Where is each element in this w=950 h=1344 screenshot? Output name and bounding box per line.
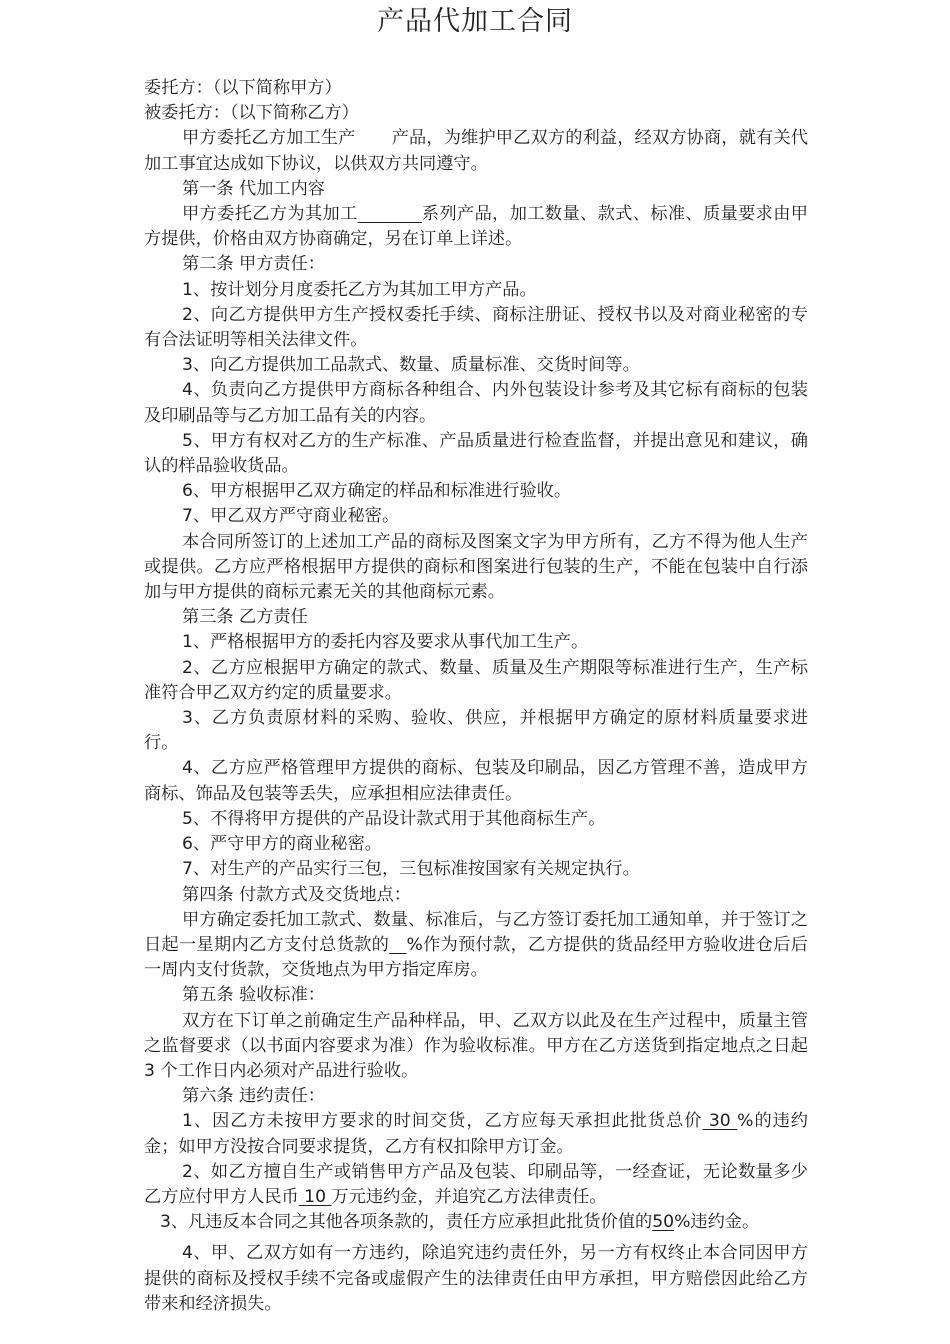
article-4-body: 甲方确定委托加工款式、数量、标准后，与乙方签订委托加工通知单，并于签订之日起一星期内乙方支付总货款的 %作为预付款，乙方提供的货品经甲方验收进仓后后一周内支付货款，交货地点为甲方指定库房。 bbox=[144, 909, 808, 981]
article-2-note: 本合同所签订的上述加工产品的商标及图案文字为甲方所有，乙方不得为他人生产或提供。乙方应严格根据甲方提供的商标和图案进行包装的生产，不能在包装中自行添加与甲方提供的商标元素无关的其他商标元素。 bbox=[144, 531, 808, 603]
document-title: 产品代加工合同 bbox=[377, 6, 573, 37]
penalty-amount-value: 10 bbox=[298, 1186, 332, 1207]
article-3-item: 1、严格根据甲方的委托内容及要求从事代加工生产。 bbox=[182, 632, 589, 653]
article-4-heading: 第四条 付款方式及交货地点： bbox=[182, 884, 411, 905]
party-b-line: 被委托方：（以下简称乙方） bbox=[144, 103, 359, 124]
article-6-heading: 第六条 违约责任： bbox=[182, 1086, 325, 1107]
article-3-item: 2、乙方应根据甲方确定的款式、数量、质量及生产期限等标准进行生产，生产标准符合甲乙双方约定的质量要求。 bbox=[144, 657, 808, 703]
article-2-heading: 第二条 甲方责任： bbox=[182, 254, 325, 275]
article-5-heading: 第五条 验收标准： bbox=[182, 985, 325, 1006]
article-2-item: 5、甲方有权对乙方的生产标准、产品质量进行检查监督，并提出意见和建议，确认的样品验收货品。 bbox=[144, 430, 808, 477]
article-3-item: 4、乙方应严格管理甲方提供的商标、包装及印刷品，因乙方管理不善，造成甲方商标、饰品及包装等丢失，应承担相应法律责任。 bbox=[144, 758, 808, 804]
intro-paragraph: 甲方委托乙方加工生产 产品，为维护甲乙双方的利益，经双方协商，就有关代加工事宜达成如下协议，以供双方共同遵守。 bbox=[144, 128, 808, 174]
article-3-item: 3、乙方负责原材料的采购、验收、供应，并根据甲方确定的原材料质量要求进行。 bbox=[144, 708, 808, 754]
article-3-item: 5、不得将甲方提供的产品设计款式用于其他商标生产。 bbox=[182, 808, 606, 829]
document-body bbox=[144, 76, 808, 1317]
article-2-item: 7、甲乙双方严守商业秘密。 bbox=[182, 506, 400, 527]
article-6-item: 4、甲、乙双方如有一方违约，除追究违约责任外，另一方有权终止本合同因甲方提供的商标及授权手续不完备或虚假产生的法律责任由甲方承担，甲方赔偿因此给乙方带来和经济损失。 bbox=[144, 1243, 808, 1314]
article-2-item: 3、向乙方提供加工品款式、数量、质量标准、交货时间等。 bbox=[182, 355, 640, 376]
product-blank bbox=[358, 204, 422, 224]
article-6-item: 2、如乙方擅自生产或销售甲方产品及包装、印刷品等，一经查证，无论数量多少乙方应付甲方人民币 10 万元违约金，并追究乙方法律责任。 bbox=[144, 1161, 808, 1207]
penalty-rate-value: 30 bbox=[702, 1111, 738, 1132]
article-2-item: 1、按计划分月度委托乙方为其加工甲方产品。 bbox=[182, 279, 537, 300]
article-2-item: 2、向乙方提供甲方生产授权委托手续、商标注册证、授权书以及对商业秘密的专有合法证明等相关法律文件。 bbox=[144, 304, 808, 351]
article-6-item: 3、凡违反本合同之其他各项条款的，责任方应承担此批货价值的50%违约金。 bbox=[160, 1212, 760, 1233]
article-3-item: 6、严守甲方的商业秘密。 bbox=[182, 834, 382, 855]
article-3-item: 7、对生产的产品实行三包，三包标准按国家有关规定执行。 bbox=[182, 859, 640, 880]
party-a-line: 委托方：（以下简称甲方） bbox=[144, 78, 342, 98]
article-2-item: 6、甲方根据甲乙双方确定的样品和标准进行验收。 bbox=[182, 481, 572, 502]
article-3-heading: 第三条 乙方责任 bbox=[182, 607, 308, 628]
prepayment-blank bbox=[389, 935, 406, 955]
article-2-item: 4、负责向乙方提供甲方商标各种组合、内外包装设计参考及其它标有商标的包装及印刷品等与乙方加工品有关的内容。 bbox=[144, 380, 808, 426]
article-1-heading: 第一条 代加工内容 bbox=[182, 178, 325, 199]
article-5-body: 双方在下订单之前确定生产品种样品，甲、乙双方以此及在生产过程中，质量主管之监督要求（以书面内容要求为准）作为验收标准。甲方在乙方送货到指定地点之日起 3 个工作日内必须对产品进行验收。 bbox=[144, 1010, 808, 1081]
article-6-item: 1、因乙方未按甲方要求的时间交货，乙方应每天承担此批货总价 30 %的违约金；如甲方没按合同要求提货，乙方有权扣除甲方订金。 bbox=[144, 1111, 808, 1157]
article-1-body: 甲方委托乙方为其加工 系列产品，加工数量、款式、标准、质量要求由甲方提供，价格由双方协商确定，另在订单上详述。 bbox=[144, 204, 808, 250]
breach-rate-value: 50 bbox=[652, 1212, 675, 1233]
